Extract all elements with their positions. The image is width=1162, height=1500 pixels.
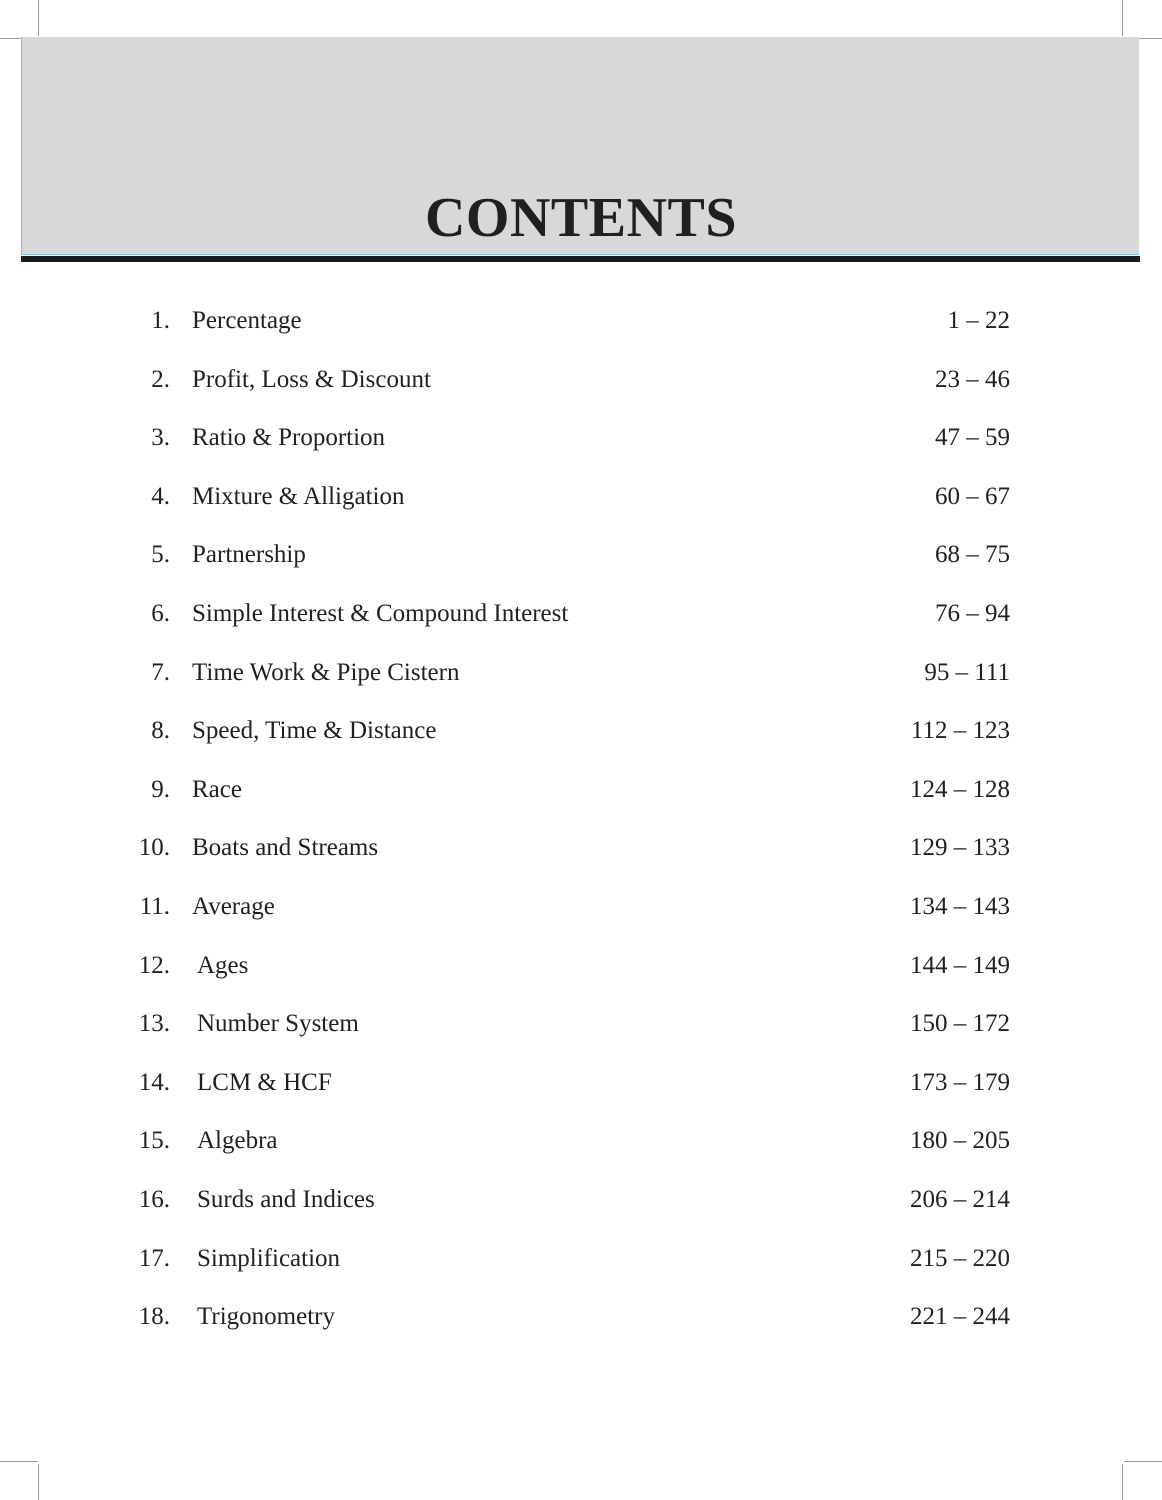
chapter-title: Partnership xyxy=(192,541,306,569)
toc-entry[interactable] xyxy=(0,878,1162,937)
header-rule xyxy=(21,256,1140,262)
chapter-number: 3. xyxy=(151,424,170,452)
toc-entry[interactable] xyxy=(0,1112,1162,1171)
page-range: 134 – 143 xyxy=(910,892,1010,920)
crop-mark xyxy=(0,1461,38,1462)
chapter-title: Ages xyxy=(197,951,249,979)
chapter-title: Ratio & Proportion xyxy=(192,424,386,452)
crop-mark xyxy=(38,0,39,36)
chapter-title: Surds and Indices xyxy=(197,1185,375,1213)
chapter-title: Boats and Streams xyxy=(192,834,379,862)
chapter-number: 5. xyxy=(151,541,170,569)
chapter-number: 15. xyxy=(138,1127,170,1155)
page-title: CONTENTS xyxy=(424,187,738,249)
toc-entry[interactable] xyxy=(0,1171,1162,1230)
chapter-number: 8. xyxy=(151,717,170,745)
page-range: 129 – 133 xyxy=(910,834,1010,862)
page-range: 215 – 220 xyxy=(910,1244,1010,1272)
chapter-title: Mixture & Alligation xyxy=(192,482,405,510)
chapter-number: 18. xyxy=(138,1303,170,1331)
chapter-number: 7. xyxy=(151,658,170,686)
table-of-contents xyxy=(0,292,1162,1347)
crop-mark xyxy=(1122,0,1123,36)
chapter-title: Simplification xyxy=(197,1244,341,1272)
page-range: 173 – 179 xyxy=(910,1068,1010,1096)
page-range: 76 – 94 xyxy=(935,599,1010,627)
page-range: 47 – 59 xyxy=(935,424,1010,452)
toc-entry[interactable] xyxy=(0,761,1162,820)
chapter-title: Percentage xyxy=(192,307,302,334)
chapter-title: Time Work & Pipe Cistern xyxy=(192,658,460,686)
page-range: 124 – 128 xyxy=(910,775,1010,803)
chapter-number: 2. xyxy=(151,365,170,393)
chapter-title: Profit, Loss & Discount xyxy=(192,365,431,393)
page-range: 150 – 172 xyxy=(910,1010,1010,1038)
page-range: 206 – 214 xyxy=(910,1185,1010,1213)
chapter-title: Number System xyxy=(197,1010,359,1038)
chapter-number: 12. xyxy=(138,951,170,979)
chapter-title: Race xyxy=(192,775,242,803)
page-range: 144 – 149 xyxy=(910,951,1010,979)
crop-mark xyxy=(38,1464,39,1500)
page-range: 60 – 67 xyxy=(935,482,1010,510)
page-range: 221 – 244 xyxy=(910,1303,1010,1331)
toc-entry[interactable] xyxy=(0,995,1162,1054)
page-range: 112 – 123 xyxy=(910,717,1010,745)
crop-mark xyxy=(1124,1461,1162,1462)
toc-entry[interactable] xyxy=(0,292,1162,351)
toc-entry[interactable] xyxy=(0,1230,1162,1289)
page-range: 180 – 205 xyxy=(910,1127,1010,1155)
chapter-title: LCM & HCF xyxy=(197,1068,332,1096)
chapter-number: 14. xyxy=(138,1068,170,1096)
toc-entry[interactable] xyxy=(0,468,1162,527)
chapter-number: 17. xyxy=(138,1244,170,1272)
chapter-number: 6. xyxy=(151,599,170,627)
chapter-number: 4. xyxy=(151,482,170,510)
chapter-number: 1. xyxy=(151,307,170,334)
chapter-title: Simple Interest & Compound Interest xyxy=(192,599,569,627)
chapter-title: Speed, Time & Distance xyxy=(192,717,437,745)
toc-entry[interactable] xyxy=(0,819,1162,878)
page-range: 68 – 75 xyxy=(935,541,1010,569)
chapter-title: Algebra xyxy=(197,1127,278,1155)
page-range: 23 – 46 xyxy=(935,365,1010,393)
page-range: 95 – 111 xyxy=(924,658,1010,686)
toc-entry[interactable] xyxy=(0,702,1162,761)
page-range: 1 – 22 xyxy=(947,307,1010,334)
toc-entry[interactable] xyxy=(0,585,1162,644)
toc-entry[interactable] xyxy=(0,526,1162,585)
toc-entry[interactable] xyxy=(0,1288,1162,1347)
chapter-number: 11. xyxy=(139,892,170,920)
chapter-number: 16. xyxy=(138,1185,170,1213)
toc-entry[interactable] xyxy=(0,644,1162,703)
chapter-title: Trigonometry xyxy=(197,1303,335,1331)
chapter-number: 13. xyxy=(138,1010,170,1038)
chapter-number: 10. xyxy=(138,834,170,862)
toc-entry[interactable] xyxy=(0,1054,1162,1113)
chapter-title: Average xyxy=(192,892,275,920)
toc-entry[interactable] xyxy=(0,409,1162,468)
toc-entry[interactable] xyxy=(0,351,1162,410)
chapter-number: 9. xyxy=(151,775,170,803)
toc-entry[interactable] xyxy=(0,937,1162,996)
crop-mark xyxy=(1122,1464,1123,1500)
